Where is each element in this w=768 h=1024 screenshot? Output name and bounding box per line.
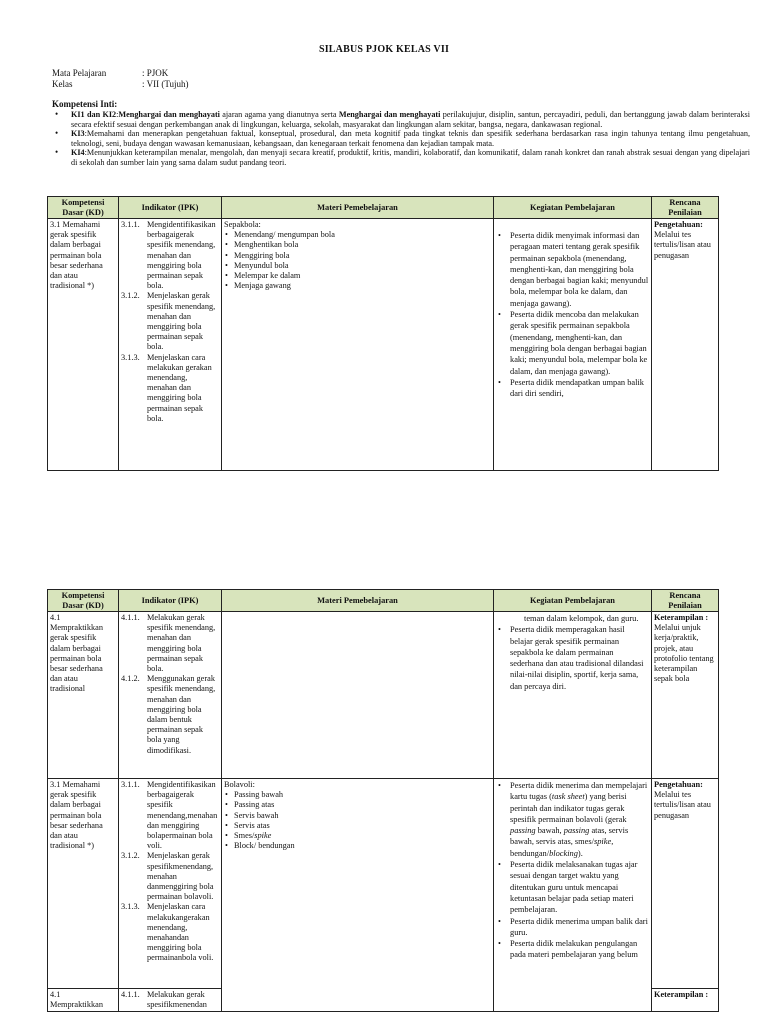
- materi-cell: [222, 779, 494, 1012]
- materi-cell: [222, 219, 494, 471]
- indikator-number: 3.1.1.: [121, 220, 140, 229]
- penilaian-label: Keterampilan :: [654, 990, 709, 999]
- indikator-item: [121, 851, 219, 902]
- list-item: • Passing atas: [234, 800, 491, 810]
- list-item: • Servis bawah: [234, 811, 491, 821]
- indikator-number: 3.1.3.: [121, 902, 140, 912]
- ki-text: [71, 110, 750, 129]
- materi-cell: [222, 612, 494, 779]
- list-item: • Peserta didik menerima umpan balik dari guru.: [510, 916, 649, 939]
- meta-row-subject: [52, 68, 189, 79]
- document-title: SILABUS PJOK KELAS VII: [318, 44, 450, 55]
- indikator-cell: [119, 612, 222, 779]
- penilaian-label: Keterampilan :: [654, 613, 709, 622]
- penilaian-cell: [652, 989, 719, 1012]
- list-item: • Peserta didik mendapatkan umpan balik dari diri sendiri,: [510, 377, 649, 400]
- indikator-number: 4.1.2.: [121, 674, 140, 684]
- ki-text: [71, 148, 750, 167]
- indikator-item: [121, 902, 219, 963]
- indikator-cell: [119, 219, 222, 471]
- indikator-item: [121, 780, 219, 851]
- ki-text: [71, 129, 750, 148]
- indikator-text: Menjelaskan cara melakukangerakan menendang, menahandan menggiring bola permainanbola voli.: [147, 902, 214, 963]
- indikator-item: [121, 220, 219, 291]
- penilaian-text: Melalui unjuk kerja/praktik, projek, atau protofolio tentang keterampilan sepak bola: [654, 623, 714, 684]
- indikator-number: 3.1.2.: [121, 291, 140, 301]
- syllabus-table-2: [47, 589, 719, 1012]
- column-header: Rencana Penilaian: [652, 197, 719, 219]
- list-item: • Passing bawah: [234, 790, 491, 800]
- indikator-text: Melakukan gerak spesifik menendang, menahan dan menggiring bola permainan sepak bola.: [147, 613, 216, 674]
- kompetensi-inti-heading: Kompetensi Inti:: [52, 99, 118, 109]
- list-item: • Menggiring bola: [234, 251, 491, 261]
- bullet-icon: •: [55, 128, 59, 139]
- indikator-item: [121, 613, 219, 674]
- kd-text: 3.1 Memahami gerak spesifik dalam berbagai permainan bola besar sederhana dan atau tradisional *): [50, 780, 103, 851]
- meta-label: Mata Pelajaran: [52, 68, 107, 78]
- list-item: • Block/ bendungan: [234, 841, 491, 851]
- kd-cell: [48, 219, 119, 471]
- indikator-number: 3.1.3.: [121, 352, 140, 362]
- kd-cell: [48, 612, 119, 779]
- ki-item: [52, 129, 750, 148]
- list-item: • Peserta didik menyimak informasi dan peragaan materi tentang gerak spesifik permainan sepakbola (menendang, menghenti-kan, dan menggiring bola dengan berbagai bagian kaki; menyundul bola, melempar bola ke dalam, dan menjaga gawang).: [510, 230, 649, 309]
- kd-text: 4.1 Mempraktikkan gerak spesifik dalam berbagai permainan bola besar sederhana dan atau tradisional: [50, 613, 103, 694]
- penilaian-text: Melalui tes tertulis/lisan atau penugasan: [654, 790, 711, 820]
- materi-title: Bolavoli:: [224, 780, 255, 789]
- indikator-text: Menjelaskan gerak spesifikmenendang, menahan danmenggiring bola permainan bolavoli.: [147, 851, 214, 902]
- ki-description: :Menunjukkan keterampilan menalar, mengolah, dan menyaji secara kreatif, produktif, kritis, mandiri, kolaboratif, dan komunikatif, dalam ranah konkret dan ranah abstrak sesuai dengan yang dipelajari di sekolah dan sumber lain yang sama dalam sudut pandang teori.: [71, 148, 750, 167]
- column-header: Kegiatan Pembelajaran: [494, 197, 652, 219]
- list-item: • Menghentikan bola: [234, 240, 491, 250]
- column-header: Rencana Penilaian: [652, 590, 719, 612]
- indikator-text: Melakukan gerak spesifikmenendan: [147, 990, 207, 1010]
- list-item: • Smes/spike: [234, 831, 491, 841]
- column-header: Kompetensi Dasar (KD): [48, 197, 119, 219]
- materi-title: Sepakbola:: [224, 220, 261, 229]
- indikator-text: Menjelaskan cara melakukan gerakan menendang, menahan dan menggiring bola permainan sepak bola.: [147, 352, 212, 423]
- list-item: • Menyundul bola: [234, 261, 491, 271]
- column-header: Indikator (IPK): [119, 590, 222, 612]
- list-item: • Servis atas: [234, 821, 491, 831]
- table-row: [48, 612, 719, 779]
- kd-cell: [48, 779, 119, 989]
- table-header-row: [48, 590, 719, 612]
- kegiatan-cell: [494, 219, 652, 471]
- kompetensi-inti-list: [52, 110, 750, 168]
- meta-row-class: [52, 79, 189, 90]
- ki-item: [52, 110, 750, 129]
- meta-value: : PJOK: [142, 68, 169, 78]
- indikator-text: Menggunakan gerak spesifik menendang, menahan dan menggiring bola dalam bentuk permainan sepak bola yang dimodifikasi.: [147, 674, 216, 755]
- kegiatan-cell: [494, 779, 652, 1012]
- indikator-text: Menjelaskan gerak spesifik menendang, menahan dan menggiring bola permainan sepak bola.: [147, 291, 216, 352]
- meta-label: Kelas: [52, 79, 73, 89]
- ki-label: KI4: [71, 148, 85, 158]
- kegiatan-list: [496, 624, 649, 692]
- list-item: • Peserta didik memperagakan hasil belajar gerak spesifik permainan sepakbola ke dalam permainan sederhana dan atau tradisional dilandasi nilai-nilai disiplin, sportif, kerja sama, dan percaya diri.: [510, 624, 649, 692]
- penilaian-cell: [652, 779, 719, 989]
- indikator-cell: [119, 989, 222, 1012]
- column-header: Kegiatan Pembelajaran: [494, 590, 652, 612]
- table-row: [48, 779, 719, 989]
- column-header: Materi Pemebelajaran: [222, 197, 494, 219]
- indikator-number: 3.1.1.: [121, 780, 140, 789]
- indikator-item: [121, 353, 219, 424]
- penilaian-cell: [652, 612, 719, 779]
- indikator-number: 4.1.1.: [121, 613, 140, 622]
- materi-list: [224, 790, 491, 851]
- indikator-text: Mengidentifikasikan berbagaigerak spesifik menendang,menahan dan menggiring bolapermainan bola voli.: [147, 780, 218, 851]
- penilaian-cell: [652, 219, 719, 471]
- kegiatan-list: [496, 230, 649, 399]
- ki-description: :Memahami dan menerapkan pengetahuan faktual, konseptual, prosedural, dan meta kognitif pada tingkat teknis dan spesifik sederhana berdasarkan rasa ingin tahunya tentang ilmu pengetahuan, teknologi, seni, budaya dengan wawasan kemanusiaan, kebangsaan, dan kenegaraan terkait fenomena dan kejadian tampak mata.: [71, 129, 750, 148]
- kegiatan-cell: [494, 612, 652, 779]
- meta-value: : VII (Tujuh): [142, 79, 189, 89]
- kd-text: 3.1 Memahami gerak spesifik dalam berbagai permainan bola besar sederhana dan atau tradisional *): [50, 220, 103, 291]
- list-item: • Peserta didik melaksanakan tugas ajar sesuai dengan target waktu yang ditentukan guru untuk mencapai ketuntasan belajar pada setiap materi pembelajaran.: [510, 859, 649, 915]
- bullet-icon: •: [55, 147, 59, 158]
- list-item: • Peserta didik mencoba dan melakukan gerak spesifik permainan sepakbola (menendang, menghenti-kan, dan menggiring bola dengan berbagai bagian kaki; menyundul bola, melempar bola ke dalam, dan menjaga gawang).: [510, 309, 649, 377]
- list-item: • Peserta didik melakukan pengulangan pada materi pembelajaran yang belum: [510, 938, 649, 961]
- table-row: [48, 219, 719, 471]
- ki-description: :Menghargai dan menghayati ajaran agama yang dianutnya serta Menghargai dan menghayati perilakujujur, disiplin, santun, percayadiri, peduli, dan bertanggung jawab dalam berinteraksi secara efektif sesuai dengan perkembangan anak di lingkungan, keluarga, sekolah, masyarakat dan lingkungan alam sekitar, bangsa, negara, dankawasan regional.: [71, 110, 750, 129]
- penilaian-label: Pengetahuan:: [654, 220, 703, 229]
- penilaian-label: Pengetahuan:: [654, 780, 703, 789]
- indikator-item: [121, 674, 219, 756]
- kd-text: 4.1 Mempraktikkan: [50, 990, 103, 1010]
- indikator-item: [121, 291, 219, 352]
- column-header: Indikator (IPK): [119, 197, 222, 219]
- meta-block: [52, 68, 189, 90]
- kegiatan-list: [496, 780, 649, 961]
- syllabus-table-1: [47, 196, 719, 471]
- column-header: Materi Pemebelajaran: [222, 590, 494, 612]
- list-item: • Menjaga gawang: [234, 281, 491, 291]
- bullet-icon: •: [55, 109, 59, 119]
- indikator-number: 3.1.2.: [121, 851, 140, 861]
- indikator-item: [121, 990, 219, 1010]
- column-header: Kompetensi Dasar (KD): [48, 590, 119, 612]
- list-item: • Menendang/ mengumpan bola: [234, 230, 491, 240]
- indikator-cell: [119, 779, 222, 989]
- materi-list: [224, 230, 491, 291]
- kd-cell: [48, 989, 119, 1012]
- list-item: • Melempar ke dalam: [234, 271, 491, 281]
- list-item: • Peserta didik menerima dan mempelajari kartu tugas (task sheet) yang berisi perintah dan indikator tugas gerak spesifik permainan bolavoli (gerak passing bawah, passing atas, servis bawah, servis atas, smes/spike, bendungan/blocking).: [510, 780, 649, 859]
- penilaian-text: Melalui tes tertulis/lisan atau penugasan: [654, 230, 711, 260]
- ki-label: KI1 dan KI2: [71, 110, 117, 119]
- kegiatan-continued: teman dalam kelompok, dan guru.: [524, 614, 639, 623]
- indikator-text: Mengidentifikasikan berbagaigerak spesifik menendang, menahan dan menggiring bola permainan sepak bola.: [147, 220, 216, 291]
- ki-label: KI3: [71, 129, 85, 139]
- ki-item: [52, 148, 750, 167]
- indikator-number: 4.1.1.: [121, 990, 140, 999]
- table-header-row: [48, 197, 719, 219]
